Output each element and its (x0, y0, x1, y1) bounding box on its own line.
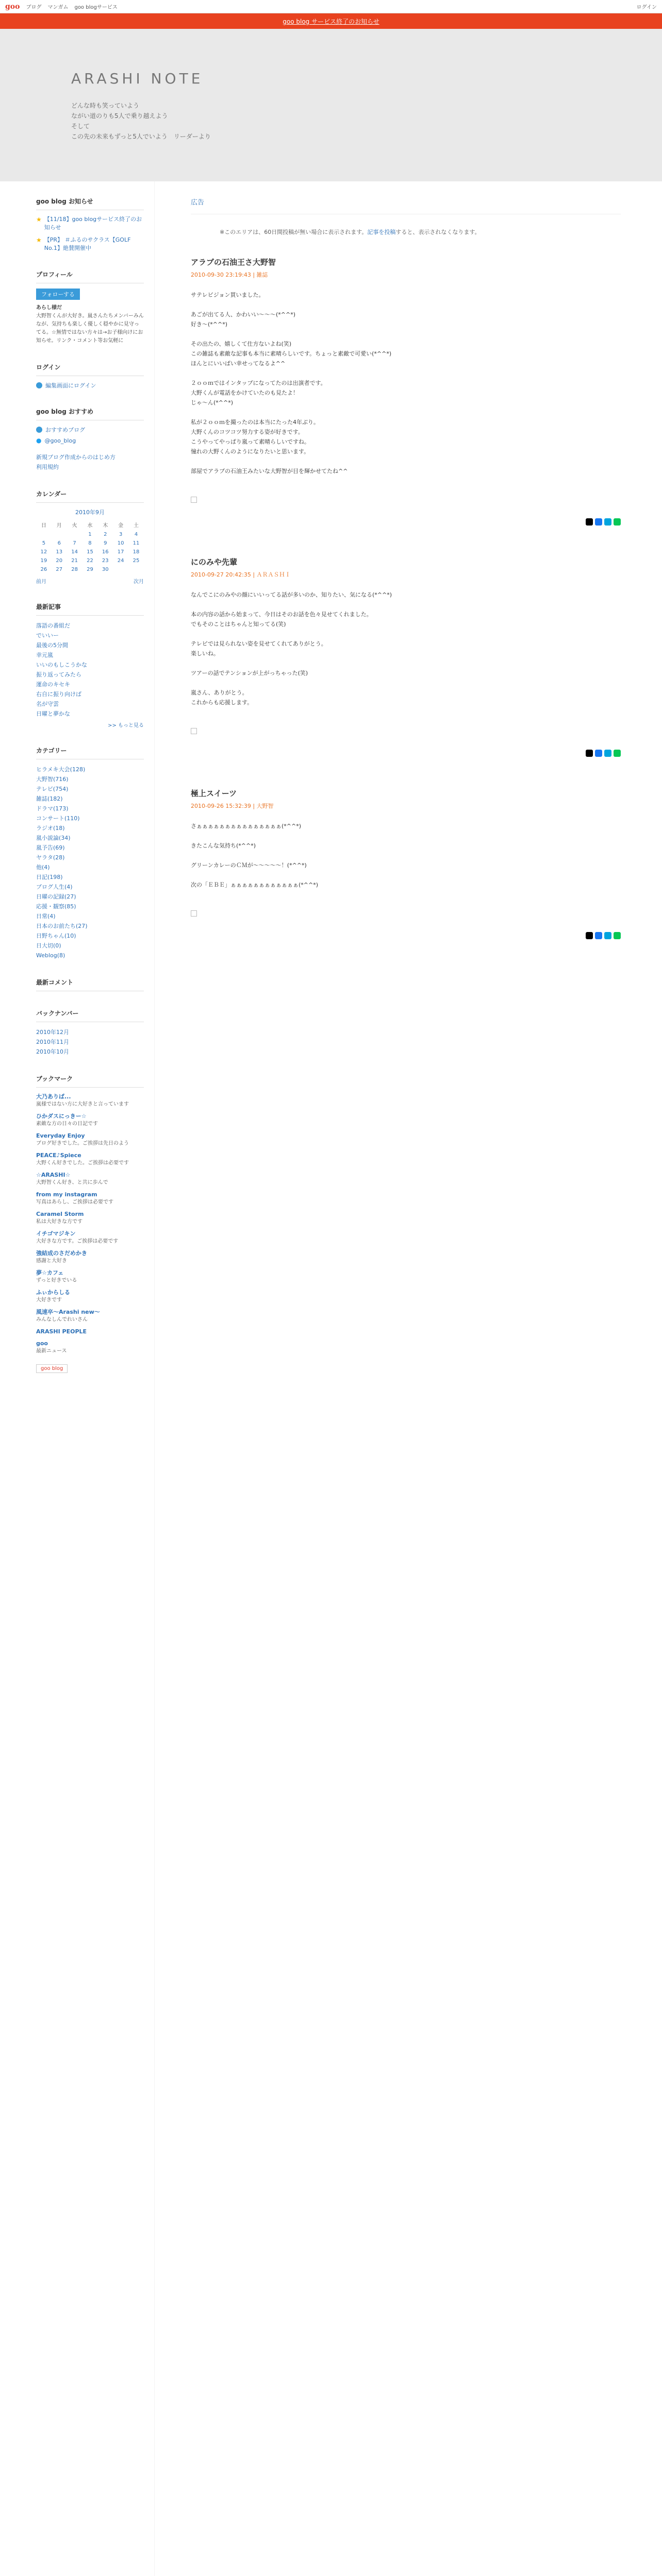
bookmark-title[interactable]: 夢☆カフェ (36, 1269, 64, 1276)
bookmark-item (36, 1269, 144, 1284)
recommend-link[interactable]: おすすめブログ (45, 427, 86, 433)
entry-title[interactable]: アラブの石油王さ大野智 (191, 258, 276, 267)
recommend-extra-list (36, 452, 144, 472)
goo-blog-badge[interactable]: goo blog (36, 1364, 68, 1373)
calendar-day[interactable]: 15 (87, 549, 93, 555)
calendar-day[interactable]: 10 (117, 540, 124, 546)
section-title: 最新記事 (36, 602, 144, 616)
category-link[interactable]: 嵐小説論(34) (36, 835, 71, 841)
calendar-section (36, 489, 144, 585)
bookmark-title[interactable]: 大乃ありば... (36, 1093, 71, 1100)
backnumber-link[interactable]: 2010年11月 (36, 1039, 69, 1045)
bookmark-item (36, 1308, 144, 1324)
category-link[interactable]: 日大切(0) (36, 942, 61, 949)
bookmark-desc: 私は大好きな方です (36, 1219, 82, 1225)
blog-entry (191, 556, 621, 757)
bookmark-title[interactable]: ひかダスにっきー☆ (36, 1113, 87, 1120)
bookmark-title[interactable]: from my instagram (36, 1191, 97, 1198)
category-link[interactable]: 大野智(716) (36, 776, 69, 783)
bookmark-title[interactable]: 強結成のさだめかき (36, 1250, 87, 1257)
bookmark-item (36, 1132, 144, 1147)
category-link[interactable]: 日常(4) (36, 913, 56, 920)
bookmark-item (36, 1151, 144, 1167)
calendar-day[interactable]: 29 (87, 567, 93, 572)
category-link[interactable]: ブログ人生(4) (36, 884, 73, 890)
more-link[interactable]: >> もっと見る (108, 723, 144, 728)
calendar-day[interactable]: 6 (57, 540, 61, 546)
blog-entry (191, 788, 621, 939)
calendar-day[interactable]: 30 (102, 567, 109, 572)
star-icon: ★ (36, 216, 42, 223)
hatena-share-icon[interactable] (604, 750, 611, 757)
bookmark-desc: みんなしんでれいさん (36, 1317, 88, 1323)
calendar-day[interactable]: 2 (104, 532, 107, 537)
info-item[interactable] (36, 236, 144, 252)
share-buttons (191, 750, 621, 757)
topbar-login-link[interactable]: ログイン (636, 5, 657, 10)
list-item[interactable]: 新規ブログ作成からのはじめ方 (36, 454, 115, 461)
calendar-day[interactable]: 17 (117, 549, 124, 555)
bookmark-title[interactable]: goo (36, 1340, 48, 1347)
x-share-icon[interactable] (586, 932, 593, 939)
calendar-day (67, 530, 82, 539)
calendar-day (52, 530, 67, 539)
bookmark-desc: 大好きです (36, 1297, 62, 1303)
category-list (36, 765, 144, 960)
recent-entry-link[interactable]: 右自に振り向けば (36, 691, 81, 698)
edit-login-link[interactable]: 編集画面にログイン (45, 382, 96, 389)
topbar-link-blog[interactable]: ブログ (26, 5, 42, 10)
calendar-caption: 2010年9月 (75, 509, 105, 516)
follow-button[interactable]: フォローする (36, 289, 80, 300)
calendar-day[interactable]: 7 (73, 540, 76, 546)
calendar-day[interactable]: 9 (104, 540, 107, 546)
bookmark-title[interactable]: ☆ARASHI☆ (36, 1172, 71, 1178)
facebook-share-icon[interactable] (595, 750, 602, 757)
goo-topbar (0, 0, 662, 13)
recent-entry-link[interactable]: 運命のキセキ (36, 681, 70, 688)
service-notice-bar (0, 13, 662, 29)
calendar-day[interactable]: 25 (133, 558, 140, 564)
bookmark-desc: 大好きな方です。ご挨拶は必要です (36, 1239, 119, 1244)
broken-image-icon (191, 728, 197, 734)
blog-description (71, 100, 662, 142)
bookmark-desc: 写真はあらし、ご挨拶は必要です (36, 1199, 113, 1205)
blog-desc-line: そして (71, 123, 90, 130)
entry-meta[interactable]: 2010-09-26 15:32:39 | 大野智 (191, 803, 274, 809)
backnumber-link[interactable]: 2010年12月 (36, 1029, 69, 1036)
entry-meta[interactable]: 2010-09-27 20:42:35 | ＡＲＡＳＨＩ (191, 571, 291, 578)
category-link[interactable]: 日曜の記録(27) (36, 893, 76, 900)
calendar (36, 508, 144, 574)
calendar-day[interactable]: 1 (88, 532, 92, 537)
category-link[interactable]: テレビ(754) (36, 786, 69, 792)
bookmark-item (36, 1210, 144, 1226)
bookmark-item (36, 1328, 144, 1335)
calendar-day[interactable]: 5 (42, 540, 46, 546)
calendar-day[interactable]: 23 (102, 558, 109, 564)
goo-blog-icon (36, 427, 42, 433)
backnumber-section (36, 1009, 144, 1057)
calendar-day[interactable]: 18 (133, 549, 140, 555)
blog-title[interactable]: ARASHI NOTE (71, 70, 204, 87)
calendar-day (128, 565, 144, 574)
recent-entry-link[interactable]: 幸元嵐 (36, 652, 53, 658)
calendar-day[interactable]: 16 (102, 549, 109, 555)
calendar-week (36, 565, 144, 574)
section-title: カテゴリー (36, 746, 144, 759)
entry-paragraph: なんでこにのみやの顔にいいってる話が多いのか、知りたい、気になる(*^^*) (191, 591, 392, 598)
calendar-prev-link[interactable]: 前月 (36, 579, 46, 585)
bookmark-title[interactable]: ふぃからしる (36, 1289, 70, 1296)
entry-title[interactable]: 極上スイーツ (191, 789, 237, 798)
entry-paragraph: あごが出てる人、かわいい～～～(*^^*) 好き～(*^^*) (191, 311, 296, 328)
entries (191, 257, 621, 939)
profile-name: あらし様だ (36, 305, 62, 311)
page-container (0, 181, 662, 2576)
bookmark-item (36, 1340, 144, 1355)
category-link[interactable]: 雑誌(182) (36, 795, 63, 802)
ad-label: 広告 (191, 197, 621, 214)
blog-desc-line: ながい道のりも5人で乗り越えよう (71, 112, 168, 120)
recent-entry-link[interactable]: 名が守雲 (36, 701, 59, 707)
x-share-icon[interactable] (586, 750, 593, 757)
weekday: 水 (87, 523, 93, 529)
goo-info-section (36, 197, 144, 252)
entry-paragraph: グリーンカレーのＣＭが～～～～～！(*^^*) (191, 862, 307, 869)
recent-entry-link[interactable]: いいのもしこうかな (36, 662, 87, 668)
recommend-item[interactable] (36, 437, 144, 444)
calendar-week (36, 548, 144, 556)
calendar-day[interactable]: 14 (71, 549, 78, 555)
ad-text-prefix: ※このエリアは、60日間投稿が無い場合に表示されます。 (220, 229, 368, 235)
calendar-day[interactable]: 4 (134, 532, 138, 537)
calendar-week (36, 530, 144, 539)
recent-list (36, 621, 144, 719)
bookmark-desc: 最新ニュース (36, 1348, 67, 1354)
facebook-share-icon[interactable] (595, 932, 602, 939)
calendar-day[interactable]: 19 (40, 558, 47, 564)
entry-paragraph: 私が２ｏｏｍを撮ったのは本当にたった4年ぶり。 大野くんのコツコツ努力する姿が好きです。 こうやってやっぱり嵐って素晴らしいですね。 憧れの大野くんのようになりたいと思います。 (191, 419, 319, 455)
weekday: 土 (134, 523, 139, 529)
sidebar (0, 181, 155, 2576)
calendar-body (36, 530, 144, 574)
hatena-share-icon[interactable] (604, 932, 611, 939)
line-share-icon[interactable] (614, 932, 621, 939)
calendar-day[interactable]: 8 (88, 540, 92, 546)
category-link[interactable]: コンサート(110) (36, 815, 80, 822)
calendar-week (36, 539, 144, 548)
category-link[interactable]: 日野ちゃん(10) (36, 933, 76, 939)
weekday: 木 (103, 523, 108, 529)
calendar-day (36, 530, 52, 539)
calendar-weekdays (36, 519, 144, 530)
bookmark-title[interactable]: イチゴマジキン (36, 1230, 76, 1237)
entry-paragraph: テレビでは見られない姿を見せてくれてありがとう。 楽しいね。 (191, 640, 327, 657)
weekday: 日 (41, 523, 46, 529)
bookmark-title[interactable]: Everyday Enjoy (36, 1132, 85, 1139)
entry-body (191, 821, 621, 890)
twitter-icon: ● (36, 437, 42, 444)
broken-image-icon (191, 910, 197, 917)
section-title: カレンダー (36, 489, 144, 503)
section-title: ブックマーク (36, 1074, 144, 1088)
category-link[interactable]: ヤラタ(28) (36, 854, 65, 861)
entry-body (191, 290, 621, 476)
x-share-icon[interactable] (586, 518, 593, 526)
info-link[interactable]: 【PR】 ＃ふるのサクラス【GOLF No.1】絶賛開催中 (44, 236, 131, 251)
bookmark-item (36, 1112, 144, 1128)
list-item[interactable]: 利用規約 (36, 464, 59, 470)
recommend-item[interactable] (36, 426, 144, 434)
weekday: 月 (56, 523, 62, 529)
section-title: プロフィール (36, 270, 144, 283)
entry-title[interactable]: にのみや先輩 (191, 557, 238, 567)
category-link[interactable]: 日本のお前たち(27) (36, 923, 88, 929)
recent-entry-link[interactable]: 振り返ってみたら (36, 671, 81, 678)
entry-paragraph: ツアーの話でテンションが上がっちゃった(笑) (191, 670, 308, 676)
calendar-day[interactable]: 22 (87, 558, 93, 564)
bookmark-desc: 大野くん好きでした。ご挨拶は必要です (36, 1160, 129, 1166)
bookmark-desc: 嵐様ではない方に大好きと言っています (36, 1101, 129, 1107)
category-link[interactable]: ラジオ(18) (36, 825, 65, 832)
login-row[interactable] (36, 381, 144, 389)
bookmark-section (36, 1074, 144, 1373)
category-section (36, 746, 144, 960)
entry-meta[interactable]: 2010-09-30 23:19:43 | 雑誌 (191, 272, 268, 278)
share-buttons (191, 518, 621, 526)
login-section (36, 363, 144, 389)
bookmark-title[interactable]: ARASHI PEOPLE (36, 1328, 87, 1335)
bookmark-item (36, 1093, 144, 1108)
recent-entry-link[interactable]: でいいー (36, 632, 59, 639)
recent-entry-link[interactable]: 日曜と夢かな (36, 710, 70, 717)
bookmark-title[interactable]: PEACE♪Spiece (36, 1152, 81, 1159)
calendar-day[interactable]: 11 (133, 540, 140, 546)
recent-entry-link[interactable]: 最後の5分間 (36, 642, 68, 649)
weekday: 金 (118, 523, 124, 529)
backnumber-list (36, 1027, 144, 1057)
topbar-link-service[interactable]: goo blogサービス (74, 5, 118, 10)
calendar-day[interactable]: 27 (56, 567, 63, 572)
bookmark-desc: ブログ好きでした。ご挨拶は先日のよう (36, 1141, 129, 1146)
section-title: 最新コメント (36, 978, 144, 991)
profile-text: 大野智くんが大好き。嵐さんたちメンバーみんなが、気持ちも楽しく優しく穏やかに見守ってる。☆無情ではない方々は→お子様向けにお知らせ。リンク・コメント等お気軽に (36, 313, 144, 344)
bookmark-desc: 大野智くん好き、と共に歩んで (36, 1180, 108, 1185)
entry-paragraph: きたこんな気持ち(*^^*) (191, 842, 256, 849)
service-notice-link[interactable]: goo blog サービス終了のお知らせ (283, 18, 379, 25)
entry-paragraph: 次の「ＥＢＥ」ぁぁぁぁぁぁぁぁぁぁぁぁ(*^^*) (191, 882, 319, 888)
category-link[interactable]: ドラマ(173) (36, 805, 69, 812)
main-content (155, 181, 662, 2576)
comments-section (36, 978, 144, 991)
person-icon (36, 382, 42, 388)
broken-image-icon (191, 497, 197, 503)
weekday: 火 (72, 523, 77, 529)
info-item[interactable] (36, 215, 144, 232)
share-buttons (191, 932, 621, 939)
calendar-day[interactable]: 26 (40, 567, 47, 572)
bookmark-desc: ずっと好きでいる (36, 1278, 77, 1283)
category-link[interactable]: 嵐予告(69) (36, 844, 65, 851)
calendar-day[interactable]: 13 (56, 549, 63, 555)
bookmark-item (36, 1171, 144, 1187)
line-share-icon[interactable] (614, 518, 621, 526)
calendar-day[interactable]: 28 (71, 567, 78, 572)
category-link[interactable]: ヒラメキ大会(128) (36, 766, 86, 773)
entry-paragraph: その出たの、嬉しくて仕方ないよね(笑) この雑誌も素敵な記事も本当に素晴らしいです。ちょっと素敵で可愛い(*^^*) ほんとにいいぱい幸せってなるよ^^ (191, 341, 392, 367)
ad-text-suffix: すると、表示されなくなります。 (395, 229, 481, 235)
bookmark-item (36, 1230, 144, 1245)
category-link[interactable]: 応援・観察(85) (36, 903, 76, 910)
category-link[interactable]: Weblog(8) (36, 952, 65, 959)
entry-paragraph: サテレビジョン買いました。 (191, 292, 264, 298)
recommend-link[interactable]: @goo_blog (44, 437, 76, 444)
info-link[interactable]: 【11/18】goo blogサービス終了のお知らせ (44, 216, 142, 231)
entry-paragraph: 部屋でアラブの石油王みたいな大野智が目を輝かせてたね^^ (191, 468, 348, 474)
bookmark-item (36, 1191, 144, 1206)
blog-entry (191, 257, 621, 526)
entry-body (191, 590, 621, 707)
calendar-week (36, 556, 144, 565)
post-entry-link[interactable]: 記事を投稿 (367, 229, 396, 235)
section-title: ログイン (36, 363, 144, 376)
blog-desc-line: この先の未来もずっと5人でいよう リーダーより (71, 133, 211, 140)
recent-entry-link[interactable]: 落語の番組だ (36, 622, 70, 629)
calendar-day[interactable]: 24 (117, 558, 124, 564)
blog-desc-line: どんな時も笑っていよう (71, 102, 140, 109)
section-title: goo blog お知らせ (36, 197, 144, 210)
calendar-day (113, 565, 128, 574)
recommend-section (36, 407, 144, 472)
section-title: バックナンバー (36, 1009, 144, 1022)
calendar-day[interactable]: 12 (40, 549, 47, 555)
profile-section (36, 270, 144, 345)
entry-paragraph: ２ｏｏｍではインタップになってたのは出演者です。 大野くんが電話をかけていたのも見たよ！ じゃ～ん(*^^*) (191, 380, 326, 406)
bookmark-desc: 感謝と大好き (36, 1258, 67, 1264)
category-link[interactable]: 日記(198) (36, 874, 63, 880)
line-share-icon[interactable] (614, 750, 621, 757)
entry-paragraph: さぁぁぁぁぁぁぁぁぁぁぁぁぁぁぁ(*^^*) (191, 823, 302, 829)
category-link[interactable]: 他(4) (36, 864, 50, 871)
bookmark-item (36, 1289, 144, 1304)
entry-paragraph: 嵐さん、ありがとう。 これからも応援します。 (191, 689, 253, 706)
star-icon: ★ (36, 236, 42, 244)
bookmark-title[interactable]: Caramel Storm (36, 1211, 84, 1217)
bookmark-item (36, 1249, 144, 1265)
section-title: goo blog おすすめ (36, 407, 144, 420)
bookmark-list (36, 1093, 144, 1355)
entry-paragraph: 本の内容の話から始まって、今日はそのお話を色々見せてくれました。 でもそのことはちゃんと知ってる(笑) (191, 611, 372, 628)
facebook-share-icon[interactable] (595, 518, 602, 526)
calendar-day[interactable]: 20 (56, 558, 63, 564)
bookmark-desc: 素敵な方の日々の日記です (36, 1121, 98, 1127)
calendar-next-link[interactable]: 次月 (134, 579, 144, 585)
bookmark-title[interactable]: 風速卒～Arashi new～ (36, 1309, 100, 1315)
hatena-share-icon[interactable] (604, 518, 611, 526)
calendar-day[interactable]: 21 (71, 558, 78, 564)
calendar-nav (36, 577, 144, 585)
backnumber-link[interactable]: 2010年10月 (36, 1048, 69, 1055)
recent-section (36, 602, 144, 728)
blog-header (0, 29, 662, 181)
ad-notice (220, 228, 621, 236)
goo-logo[interactable]: goo (5, 2, 20, 11)
topbar-link-manga[interactable]: マンガム (47, 5, 69, 10)
calendar-day[interactable]: 3 (119, 532, 123, 537)
